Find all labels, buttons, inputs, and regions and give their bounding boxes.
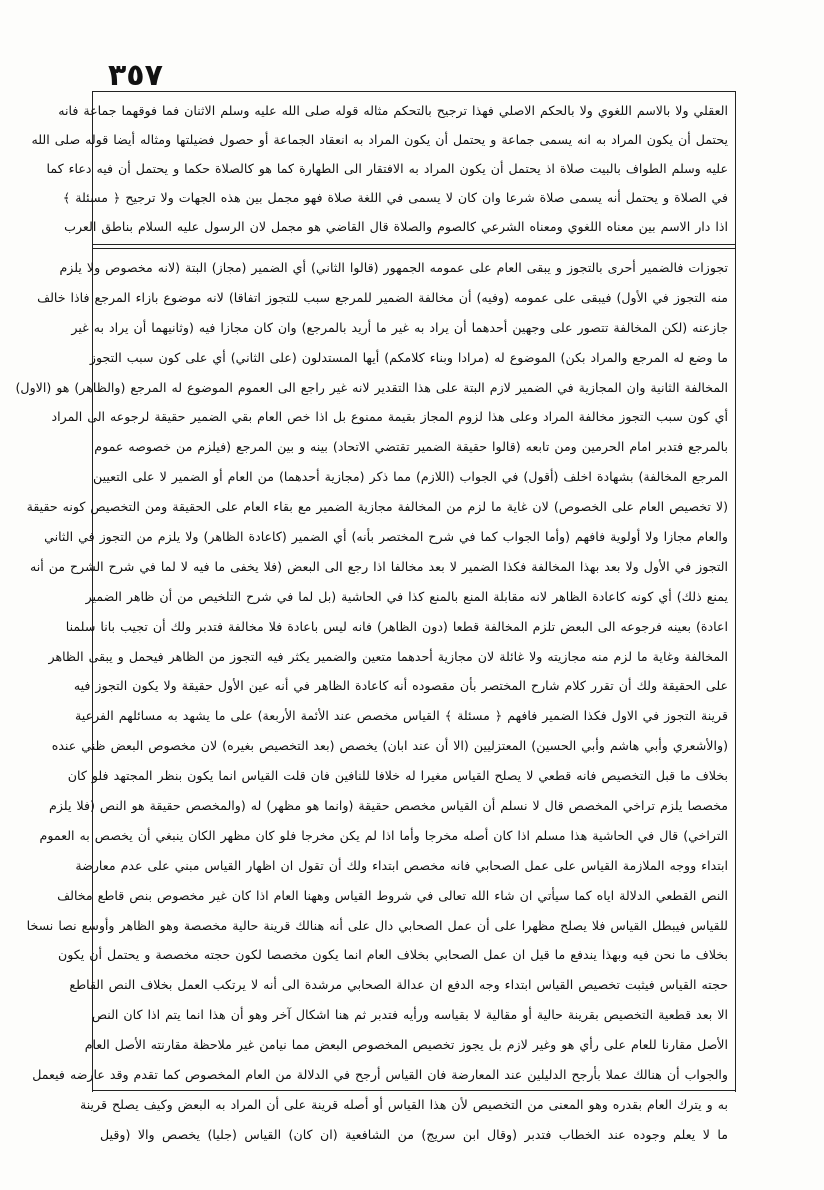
upper-text-line: اذا دار الاسم بين معناه اللغوي ومعناه الشرعي كالصوم والصلاة قال القاضي هو مجمل لان الرسول عليه السلام بناطق العرب bbox=[64, 219, 728, 234]
lower-text-line: والعام مجازا ولا أولوية فافهم (وأما الجواب كما في شرح المختصر بأنه) أي الضمير (كاعادة الظاهر) ولا يلزم من التجوز في الثاني bbox=[44, 529, 728, 545]
lower-text-line: مخصصا يلزم تراخي المخصص قال لا نسلم أن القياس مخصص حقيقة (وانما هو مظهر) له (والمخصص حقيقة هو النص (فلا يلزم bbox=[49, 798, 728, 814]
upper-text-line: عليه وسلم الطواف بالبيت صلاة اذ يحتمل أن يكون المراد به الافتقار الى الطهارة كما هو كالصلاة حكما و يحتمل أن فيه دعاء كما bbox=[46, 161, 728, 176]
lower-text-block bbox=[15, 253, 728, 1150]
lower-text-line: اعادة) بعينه فرجوعه الى البعض تلزم المخالفة قطعا (دون الظاهر) فانه ليس باعادة فلا مخالفة فتدبر ولك أن تجيب بانا سلمنا bbox=[65, 618, 728, 634]
lower-text-line: ابتداء ووجه الملازمة القياس على عمل الصحابي فانه مخصص ابتداء ولك أن تقول ان اظهار القياس مبني على عدم معارضة bbox=[75, 857, 728, 873]
upper-text-line: يحتمل أن يكون المراد به انه يسمى جماعة و يحتمل أن يكون المراد به انعقاد الجماعة أو حصول فضيلتها ومثاله أيضا قوله صلى الله bbox=[31, 132, 728, 147]
lower-text-line: والجواب أن هنالك عملا بأرجح الدليلين عند المعارضة فان القياس أرجح في الدلالة من العام المخصوص كما تقدم وقد عارضه فيعمل bbox=[32, 1067, 728, 1083]
lower-text-line: حجته القياس فيثبت تخصيص القياس ابتداء وجه الدفع ان عدالة الصحابي مرشدة الى أنه لا يرتكب العمل بخلاف النص القاطع bbox=[69, 977, 728, 993]
page-number: ٣٥٧ bbox=[108, 58, 163, 93]
lower-text-line: بخلاف ما نحن فيه وبهذا يندفع ما قيل ان عمل الصحابي بخلاف العام انما يكون مخصصا لكون حجته مخصصة و يحتمل أن يكون bbox=[58, 947, 728, 963]
lower-text-line: الأصل مقارنا للعام على رأي هو وغير لازم بل يجوز تخصيص المخصوص البعض مما نيامن غير ملاحظة مقارنته الأصل العام bbox=[84, 1037, 728, 1053]
lower-text-line: (لا تخصيص العام على الخصوص) لان غاية ما لزم من المخالفة مجازية الضمير مع بقاء العام على الحقيقة ومن التخصيص كونه حقيقة bbox=[26, 499, 728, 515]
lower-text-line: قرينة التجوز في الاول فكذا الضمير فافهم ﴿ مسئلة ﴾ القياس مخصص عند الأئمة الأربعة) على ما يشهد به مسائلهم الفرعية bbox=[75, 708, 728, 724]
lower-text-line: جازعنه (لكن المخالفة تتصور على وجهين أحدهما أن يراد به غير ما أريد بالمرجع) وان كان مجازا فيه (وثانيهما أن يراد به غير bbox=[71, 319, 728, 335]
lower-text-line: ما وضع له المرجع والمراد بكن) الموضوع له (مرادا وبناء كلامكم) أيها المستدلون (على الثاني) أي على كون سبب التجوز bbox=[89, 349, 728, 365]
lower-text-line: أي كون سبب التجوز مخالفة المراد وعلى هذا لزوم المجاز بقيمة ممنوع بل اذا خص العام بقي الضمير حقيقة لرجوعه الى المراد bbox=[51, 409, 728, 425]
lower-text-line: التراخي) قال في الحاشية هذا مسلم اذا كان أصله مخرجا وأما اذا لم يكن مخرجا فلو كان مظهر الكان ينبغي أن يخصص به العموم bbox=[39, 827, 728, 843]
lower-text-line: المرجع المخالفة) بشهادة اخلف (أقول) في الجواب (اللازم) مما ذكر (مجازية أحدهما) من العام أو الضمير لا على التعيين bbox=[92, 469, 728, 485]
lower-text-line: المخالفة الثانية وان المجازية في الضمير لازم البتة على هذا التقدير لانه غير راجع الى العموم الموضوع له المرجع (والظاهر) هو (الاول) bbox=[15, 379, 728, 395]
lower-text-line: يمنع ذلك) أي كونه كاعادة الظاهر لانه مقابلة المنع بالمنع كذا في الحاشية (بل لما في شرح التلخيص من أن ظاهر الضمير bbox=[85, 588, 728, 604]
lower-text-line: على الحقيقة ولك أن تقرر كلام شارح المختصر بأن مقصوده أنه كاعادة الظاهر في أنه عين الأول حقيقة ولا يكون التجوز فيه bbox=[73, 678, 728, 694]
upper-text-block bbox=[31, 96, 728, 241]
upper-text-line: في الصلاة و يحتمل أنه يسمى صلاة شرعا وان كان لا يسمى في اللغة صلاة فهو مجمل بين هذه الجهات ولا ترجيح ﴿ مسئلة ﴾ bbox=[62, 190, 728, 205]
lower-text-line: النص القطعي الدلالة اياه كما سيأتي ان شاء الله تعالى في شروط القياس وههنا العام اذا كان غير مخصوص بنص قاطع مخالف bbox=[57, 887, 728, 903]
lower-text-line: بخلاف ما قبل التخصيص فانه قطعي لا يصلح القياس مغيرا له خلافا للنافين فان قلت القياس انما يكون بنظر المجتهد فلو كان bbox=[67, 768, 728, 784]
lower-text-line: منه التجوز في الأول) فيبقى على عمومه (وفيه) أن مخالفة الضمير للمرجع سبب للتجوز اتفاقا) لانه موضوع بازاء المرجع فاذا خالف bbox=[37, 289, 728, 305]
lower-text-line: به و يترك العام بقدره وهو المعنى من التخصيص لأن هذا القياس أو أصله قرينة على أن المراد به البعض وكيف يصلح قرينة bbox=[79, 1096, 728, 1112]
lower-text-line: المخالفة وغاية ما لزم منه مجازيته ولا غائلة لان مجازية أحدهما متعين والضمير يكثر فيه التجوز من الظاهر فيحمل و يبقى الظاهر bbox=[48, 648, 728, 664]
lower-text-line: بالمرجع فتدبر امام الحرمين ومن تابعه (قالوا حقيقة الضمير تقتضي الاتحاد) بينه و بين المرجع (فيلزم من خصوصه عموم bbox=[94, 439, 728, 455]
lower-text-line: التجوز في الأول ولا بعد بهذا المخالفة فكذا الضمير لا بعد مخالفا اذا رجع الى البعض (فلا يخفى ما فيه لا لما في شرح الشرح من أنه bbox=[29, 558, 728, 574]
lower-text-line: للقياس فيبطل القياس فلا يصلح مظهرا على أن عمل الصحابي دال على أنه هنالك قرينة حالية مخصصة وهو الظاهر وأوسع نصا نسخا bbox=[26, 917, 728, 933]
lower-text-line: الا بعد قطعية التخصيص بقرينة حالية أو مقالية لا بقياسه ورأيه فتدبر ثم هنا اشكال آخر وهو أن هذا انما يتم اذا كان النص bbox=[91, 1007, 728, 1023]
upper-text-line: العقلي ولا بالاسم اللغوي ولا بالحكم الاصلي فهذا ترجيح بالتحكم مثاله قوله صلى الله عليه وسلم الاثنان فما فوقهما جماعة فانه bbox=[58, 103, 728, 118]
lower-text-line: تجوزات فالضمير أحرى بالتجوز و يبقى العام على عمومه الجمهور (قالوا الثاني) أي الضمير (مجاز) البتة (لانه مخصوص ولا يلزم bbox=[59, 260, 728, 275]
section-divider bbox=[92, 244, 736, 249]
lower-text-line: (والأشعري وأبي هاشم وأبي الحسين) المعتزليين (الا أن عند ابان) يخصص (بعد التخصيص بغيره) لان مخصوص البعض ظني عنده bbox=[51, 738, 728, 754]
lower-text-line: ما لا يعلم وجوده عند الخطاب فتدبر (وقال ابن سريج) من الشافعية (ان كان) القياس (جليا) يخصص والا (وقيل bbox=[100, 1126, 728, 1142]
bottom-rule bbox=[92, 1090, 736, 1091]
